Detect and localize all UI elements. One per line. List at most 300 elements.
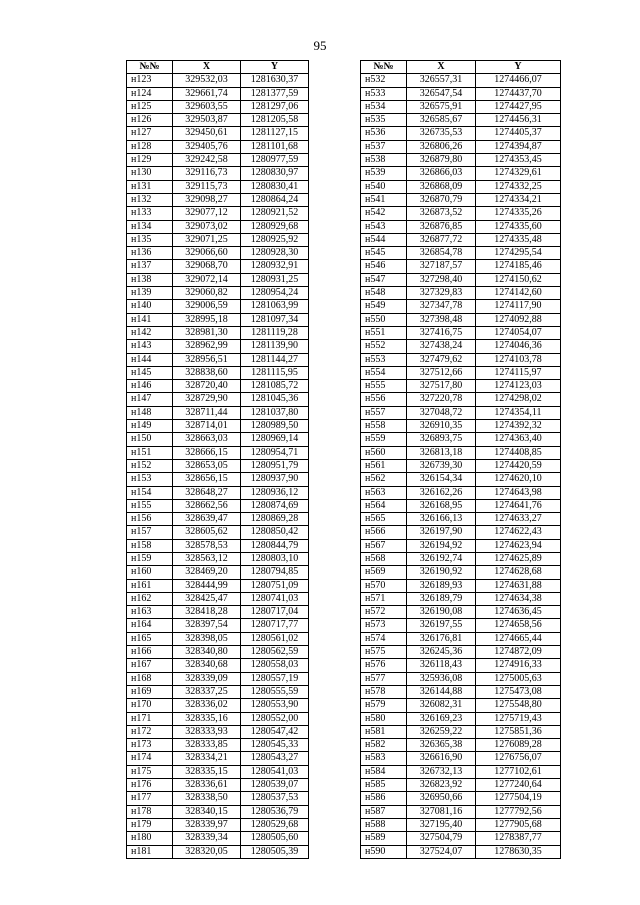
y-coordinate-cell: 1274620,10 bbox=[476, 473, 561, 486]
x-coordinate-cell: 329060,82 bbox=[173, 287, 241, 300]
y-coordinate-cell: 1278387,77 bbox=[476, 832, 561, 845]
y-coordinate-cell: 1280558,03 bbox=[241, 659, 309, 672]
table-row bbox=[127, 752, 309, 765]
table-row bbox=[361, 340, 561, 353]
x-coordinate-cell: 329098,27 bbox=[173, 193, 241, 206]
y-coordinate-cell: 1274332,25 bbox=[476, 180, 561, 193]
table-row bbox=[361, 592, 561, 605]
table-row bbox=[361, 526, 561, 539]
table-row bbox=[361, 380, 561, 393]
point-id-cell: н534 bbox=[361, 100, 407, 113]
x-coordinate-cell: 326823,92 bbox=[407, 779, 476, 792]
table-row bbox=[361, 752, 561, 765]
point-id-cell: н585 bbox=[361, 779, 407, 792]
table-row bbox=[361, 499, 561, 512]
x-coordinate-cell: 328578,53 bbox=[173, 539, 241, 552]
x-coordinate-cell: 327479,62 bbox=[407, 353, 476, 366]
point-id-cell: н177 bbox=[127, 792, 173, 805]
table-row bbox=[361, 473, 561, 486]
y-coordinate-cell: 1280539,07 bbox=[241, 779, 309, 792]
point-id-cell: н578 bbox=[361, 685, 407, 698]
y-coordinate-cell: 1280931,25 bbox=[241, 273, 309, 286]
x-coordinate-cell: 327048,72 bbox=[407, 406, 476, 419]
point-id-cell: н575 bbox=[361, 646, 407, 659]
x-coordinate-cell: 329071,25 bbox=[173, 233, 241, 246]
table-row bbox=[127, 74, 309, 87]
x-coordinate-cell: 326870,79 bbox=[407, 193, 476, 206]
x-coordinate-cell: 328711,44 bbox=[173, 406, 241, 419]
y-coordinate-cell: 1280844,79 bbox=[241, 539, 309, 552]
table-row bbox=[361, 220, 561, 233]
x-coordinate-cell: 326082,31 bbox=[407, 699, 476, 712]
point-id-cell: н548 bbox=[361, 287, 407, 300]
x-coordinate-cell: 328336,61 bbox=[173, 779, 241, 792]
x-coordinate-cell: 326118,43 bbox=[407, 659, 476, 672]
table-row bbox=[127, 353, 309, 366]
x-coordinate-cell: 326893,75 bbox=[407, 433, 476, 446]
point-id-cell: н560 bbox=[361, 446, 407, 459]
table-row bbox=[127, 739, 309, 752]
table-row bbox=[127, 273, 309, 286]
y-coordinate-cell: 1276089,28 bbox=[476, 739, 561, 752]
point-id-cell: н146 bbox=[127, 380, 173, 393]
x-coordinate-cell: 329072,14 bbox=[173, 273, 241, 286]
y-coordinate-cell: 1274092,88 bbox=[476, 313, 561, 326]
x-coordinate-cell: 328981,30 bbox=[173, 326, 241, 339]
point-id-cell: н555 bbox=[361, 380, 407, 393]
x-coordinate-cell: 329068,70 bbox=[173, 260, 241, 273]
point-id-cell: н157 bbox=[127, 526, 173, 539]
point-id-cell: н164 bbox=[127, 619, 173, 632]
y-coordinate-cell: 1274298,02 bbox=[476, 393, 561, 406]
x-coordinate-cell: 328648,27 bbox=[173, 486, 241, 499]
table-row bbox=[127, 619, 309, 632]
table-row bbox=[127, 114, 309, 127]
point-id-cell: н553 bbox=[361, 353, 407, 366]
x-coordinate-cell: 328335,15 bbox=[173, 765, 241, 778]
y-coordinate-cell: 1281205,58 bbox=[241, 114, 309, 127]
point-id-cell: н168 bbox=[127, 672, 173, 685]
point-id-cell: н580 bbox=[361, 712, 407, 725]
y-coordinate-cell: 1281127,15 bbox=[241, 127, 309, 140]
point-id-cell: н150 bbox=[127, 433, 173, 446]
point-id-cell: н570 bbox=[361, 579, 407, 592]
table-row bbox=[361, 260, 561, 273]
point-id-cell: н581 bbox=[361, 725, 407, 738]
point-id-cell: н537 bbox=[361, 140, 407, 153]
table-row bbox=[127, 287, 309, 300]
point-id-cell: н587 bbox=[361, 805, 407, 818]
x-coordinate-cell: 326585,67 bbox=[407, 114, 476, 127]
table-row bbox=[361, 552, 561, 565]
y-coordinate-cell: 1280850,42 bbox=[241, 526, 309, 539]
table-row bbox=[361, 539, 561, 552]
table-row bbox=[127, 513, 309, 526]
point-id-cell: н577 bbox=[361, 672, 407, 685]
table-row bbox=[127, 340, 309, 353]
table-row bbox=[127, 446, 309, 459]
y-coordinate-cell: 1280543,27 bbox=[241, 752, 309, 765]
y-coordinate-cell: 1280562,59 bbox=[241, 646, 309, 659]
y-coordinate-cell: 1274392,32 bbox=[476, 420, 561, 433]
x-coordinate-cell: 329242,58 bbox=[173, 154, 241, 167]
table-row bbox=[127, 473, 309, 486]
y-coordinate-cell: 1280553,90 bbox=[241, 699, 309, 712]
y-coordinate-cell: 1280874,69 bbox=[241, 499, 309, 512]
table-row bbox=[361, 725, 561, 738]
table-row bbox=[361, 87, 561, 100]
y-coordinate-cell: 1274408,85 bbox=[476, 446, 561, 459]
y-coordinate-cell: 1274334,21 bbox=[476, 193, 561, 206]
x-coordinate-cell: 328320,05 bbox=[173, 845, 241, 858]
y-coordinate-cell: 1274628,68 bbox=[476, 566, 561, 579]
table-row bbox=[361, 100, 561, 113]
y-coordinate-cell: 1275473,08 bbox=[476, 685, 561, 698]
table-row bbox=[361, 247, 561, 260]
point-id-cell: н545 bbox=[361, 247, 407, 260]
y-coordinate-cell: 1281063,99 bbox=[241, 300, 309, 313]
y-coordinate-cell: 1274456,31 bbox=[476, 114, 561, 127]
x-coordinate-cell: 327081,16 bbox=[407, 805, 476, 818]
x-coordinate-cell: 328397,54 bbox=[173, 619, 241, 632]
x-coordinate-cell: 328338,50 bbox=[173, 792, 241, 805]
point-id-cell: н564 bbox=[361, 499, 407, 512]
table-row bbox=[127, 207, 309, 220]
point-id-cell: н170 bbox=[127, 699, 173, 712]
x-coordinate-cell: 326575,91 bbox=[407, 100, 476, 113]
point-id-cell: н176 bbox=[127, 779, 173, 792]
table-row bbox=[127, 779, 309, 792]
table-row bbox=[361, 792, 561, 805]
x-coordinate-cell: 326873,52 bbox=[407, 207, 476, 220]
point-id-cell: н538 bbox=[361, 154, 407, 167]
x-coordinate-cell: 326876,85 bbox=[407, 220, 476, 233]
x-coordinate-cell: 326192,74 bbox=[407, 552, 476, 565]
x-coordinate-cell: 328334,21 bbox=[173, 752, 241, 765]
x-coordinate-cell: 328469,20 bbox=[173, 566, 241, 579]
y-coordinate-cell: 1280977,59 bbox=[241, 154, 309, 167]
y-coordinate-cell: 1280803,10 bbox=[241, 552, 309, 565]
table-row bbox=[361, 513, 561, 526]
point-id-cell: н154 bbox=[127, 486, 173, 499]
y-coordinate-cell: 1281115,95 bbox=[241, 366, 309, 379]
point-id-cell: н562 bbox=[361, 473, 407, 486]
y-coordinate-cell: 1280529,68 bbox=[241, 818, 309, 831]
x-coordinate-cell: 326877,72 bbox=[407, 233, 476, 246]
x-coordinate-cell: 326189,93 bbox=[407, 579, 476, 592]
y-coordinate-cell: 1277905,68 bbox=[476, 818, 561, 831]
x-coordinate-cell: 328339,97 bbox=[173, 818, 241, 831]
x-coordinate-cell: 326197,55 bbox=[407, 619, 476, 632]
table-row bbox=[361, 486, 561, 499]
table-row bbox=[361, 446, 561, 459]
table-row bbox=[361, 765, 561, 778]
x-coordinate-cell: 328337,25 bbox=[173, 685, 241, 698]
y-coordinate-cell: 1276756,07 bbox=[476, 752, 561, 765]
point-id-cell: н152 bbox=[127, 459, 173, 472]
point-id-cell: н533 bbox=[361, 87, 407, 100]
table-row bbox=[127, 313, 309, 326]
table-header-row bbox=[361, 61, 561, 74]
point-id-cell: н134 bbox=[127, 220, 173, 233]
point-id-cell: н156 bbox=[127, 513, 173, 526]
point-id-cell: н175 bbox=[127, 765, 173, 778]
table-row bbox=[127, 792, 309, 805]
table-row bbox=[127, 632, 309, 645]
table-row bbox=[361, 566, 561, 579]
y-coordinate-cell: 1274916,33 bbox=[476, 659, 561, 672]
y-coordinate-cell: 1280751,09 bbox=[241, 579, 309, 592]
table-row bbox=[361, 646, 561, 659]
table-row bbox=[361, 180, 561, 193]
table-row bbox=[127, 233, 309, 246]
table-row bbox=[127, 579, 309, 592]
x-coordinate-cell: 326189,79 bbox=[407, 592, 476, 605]
table-row bbox=[127, 685, 309, 698]
table-row bbox=[361, 353, 561, 366]
table-row bbox=[361, 287, 561, 300]
point-id-cell: н136 bbox=[127, 247, 173, 260]
point-id-cell: н582 bbox=[361, 739, 407, 752]
point-id-cell: н557 bbox=[361, 406, 407, 419]
table-row bbox=[127, 380, 309, 393]
y-coordinate-cell: 1274353,45 bbox=[476, 154, 561, 167]
point-id-cell: н561 bbox=[361, 459, 407, 472]
table-row bbox=[127, 526, 309, 539]
point-id-cell: н174 bbox=[127, 752, 173, 765]
x-coordinate-cell: 328956,51 bbox=[173, 353, 241, 366]
point-id-cell: н172 bbox=[127, 725, 173, 738]
table-row bbox=[127, 180, 309, 193]
y-coordinate-cell: 1277504,19 bbox=[476, 792, 561, 805]
y-coordinate-cell: 1280869,28 bbox=[241, 513, 309, 526]
coordinates-table-right bbox=[360, 60, 561, 859]
y-coordinate-cell: 1274054,07 bbox=[476, 326, 561, 339]
point-id-cell: н572 bbox=[361, 606, 407, 619]
x-coordinate-cell: 328720,40 bbox=[173, 380, 241, 393]
point-id-cell: н571 bbox=[361, 592, 407, 605]
y-coordinate-cell: 1280937,90 bbox=[241, 473, 309, 486]
x-coordinate-cell: 327416,75 bbox=[407, 326, 476, 339]
y-coordinate-cell: 1280555,59 bbox=[241, 685, 309, 698]
table-row bbox=[127, 247, 309, 260]
table-row bbox=[127, 725, 309, 738]
point-id-cell: н133 bbox=[127, 207, 173, 220]
table-row bbox=[361, 433, 561, 446]
y-coordinate-cell: 1274329,61 bbox=[476, 167, 561, 180]
x-coordinate-cell: 326557,31 bbox=[407, 74, 476, 87]
point-id-cell: н584 bbox=[361, 765, 407, 778]
x-coordinate-cell: 328444,99 bbox=[173, 579, 241, 592]
y-coordinate-cell: 1281139,90 bbox=[241, 340, 309, 353]
point-id-cell: н566 bbox=[361, 526, 407, 539]
table-row bbox=[127, 406, 309, 419]
table-row bbox=[127, 326, 309, 339]
y-coordinate-cell: 1281101,68 bbox=[241, 140, 309, 153]
table-row bbox=[361, 273, 561, 286]
x-coordinate-cell: 329661,74 bbox=[173, 87, 241, 100]
x-coordinate-cell: 328340,80 bbox=[173, 646, 241, 659]
point-id-cell: н543 bbox=[361, 220, 407, 233]
point-id-cell: н123 bbox=[127, 74, 173, 87]
point-id-cell: н145 bbox=[127, 366, 173, 379]
point-id-cell: н138 bbox=[127, 273, 173, 286]
table-row bbox=[361, 406, 561, 419]
y-coordinate-cell: 1280864,24 bbox=[241, 193, 309, 206]
y-coordinate-cell: 1280547,42 bbox=[241, 725, 309, 738]
x-coordinate-cell: 328339,09 bbox=[173, 672, 241, 685]
x-coordinate-cell: 327517,80 bbox=[407, 380, 476, 393]
x-coordinate-cell: 326162,26 bbox=[407, 486, 476, 499]
point-id-cell: н565 bbox=[361, 513, 407, 526]
y-coordinate-cell: 1274295,54 bbox=[476, 247, 561, 260]
y-coordinate-cell: 1281297,06 bbox=[241, 100, 309, 113]
y-coordinate-cell: 1274623,94 bbox=[476, 539, 561, 552]
y-coordinate-cell: 1274394,87 bbox=[476, 140, 561, 153]
point-id-cell: н169 bbox=[127, 685, 173, 698]
x-coordinate-cell: 328662,56 bbox=[173, 499, 241, 512]
x-coordinate-cell: 326245,36 bbox=[407, 646, 476, 659]
y-coordinate-cell: 1280936,12 bbox=[241, 486, 309, 499]
y-coordinate-cell: 1274150,62 bbox=[476, 273, 561, 286]
x-coordinate-cell: 328563,12 bbox=[173, 552, 241, 565]
point-id-cell: н567 bbox=[361, 539, 407, 552]
x-coordinate-cell: 326813,18 bbox=[407, 446, 476, 459]
table-row bbox=[361, 832, 561, 845]
y-coordinate-cell: 1280561,02 bbox=[241, 632, 309, 645]
point-id-cell: н148 bbox=[127, 406, 173, 419]
table-row bbox=[361, 420, 561, 433]
point-id-cell: н569 bbox=[361, 566, 407, 579]
point-id-cell: н579 bbox=[361, 699, 407, 712]
table-row bbox=[361, 579, 561, 592]
x-coordinate-cell: 327187,57 bbox=[407, 260, 476, 273]
y-coordinate-cell: 1275005,63 bbox=[476, 672, 561, 685]
y-coordinate-cell: 1274427,95 bbox=[476, 100, 561, 113]
point-id-cell: н139 bbox=[127, 287, 173, 300]
point-id-cell: н181 bbox=[127, 845, 173, 858]
table-row bbox=[361, 779, 561, 792]
y-coordinate-cell: 1280537,53 bbox=[241, 792, 309, 805]
x-coordinate-cell: 328605,62 bbox=[173, 526, 241, 539]
table-row bbox=[361, 366, 561, 379]
table-row bbox=[127, 765, 309, 778]
table-row bbox=[361, 114, 561, 127]
point-id-cell: н539 bbox=[361, 167, 407, 180]
point-id-cell: н167 bbox=[127, 659, 173, 672]
x-coordinate-cell: 328653,05 bbox=[173, 459, 241, 472]
y-coordinate-cell: 1280717,77 bbox=[241, 619, 309, 632]
y-coordinate-cell: 1274658,56 bbox=[476, 619, 561, 632]
x-coordinate-cell: 326197,90 bbox=[407, 526, 476, 539]
table-row bbox=[361, 845, 561, 858]
table-row bbox=[361, 818, 561, 831]
y-coordinate-cell: 1280929,68 bbox=[241, 220, 309, 233]
point-id-cell: н590 bbox=[361, 845, 407, 858]
y-coordinate-cell: 1274665,44 bbox=[476, 632, 561, 645]
x-coordinate-cell: 326910,35 bbox=[407, 420, 476, 433]
y-coordinate-cell: 1278630,35 bbox=[476, 845, 561, 858]
point-id-cell: н153 bbox=[127, 473, 173, 486]
point-id-cell: н535 bbox=[361, 114, 407, 127]
table-row bbox=[127, 712, 309, 725]
column-header-id: №№ bbox=[127, 61, 173, 74]
x-coordinate-cell: 328335,16 bbox=[173, 712, 241, 725]
y-coordinate-cell: 1274631,88 bbox=[476, 579, 561, 592]
y-coordinate-cell: 1280794,85 bbox=[241, 566, 309, 579]
x-coordinate-cell: 328962,99 bbox=[173, 340, 241, 353]
point-id-cell: н179 bbox=[127, 818, 173, 831]
point-id-cell: н124 bbox=[127, 87, 173, 100]
y-coordinate-cell: 1274185,46 bbox=[476, 260, 561, 273]
y-coordinate-cell: 1275851,36 bbox=[476, 725, 561, 738]
x-coordinate-cell: 328838,60 bbox=[173, 366, 241, 379]
table-row bbox=[127, 539, 309, 552]
y-coordinate-cell: 1281630,37 bbox=[241, 74, 309, 87]
table-row bbox=[127, 659, 309, 672]
x-coordinate-cell: 328995,18 bbox=[173, 313, 241, 326]
y-coordinate-cell: 1274123,03 bbox=[476, 380, 561, 393]
table-row bbox=[127, 566, 309, 579]
column-header-x: X bbox=[173, 61, 241, 74]
point-id-cell: н144 bbox=[127, 353, 173, 366]
table-row bbox=[361, 739, 561, 752]
point-id-cell: н546 bbox=[361, 260, 407, 273]
point-id-cell: н563 bbox=[361, 486, 407, 499]
x-coordinate-cell: 327298,40 bbox=[407, 273, 476, 286]
x-coordinate-cell: 326547,54 bbox=[407, 87, 476, 100]
point-id-cell: н129 bbox=[127, 154, 173, 167]
x-coordinate-cell: 326806,26 bbox=[407, 140, 476, 153]
table-row bbox=[127, 832, 309, 845]
y-coordinate-cell: 1274363,40 bbox=[476, 433, 561, 446]
table-row bbox=[127, 167, 309, 180]
table-row bbox=[361, 167, 561, 180]
table-row bbox=[127, 845, 309, 858]
point-id-cell: н552 bbox=[361, 340, 407, 353]
table-row bbox=[361, 74, 561, 87]
y-coordinate-cell: 1280928,30 bbox=[241, 247, 309, 260]
x-coordinate-cell: 329532,03 bbox=[173, 74, 241, 87]
x-coordinate-cell: 326732,13 bbox=[407, 765, 476, 778]
page-number: 95 bbox=[313, 38, 327, 53]
table-row bbox=[127, 433, 309, 446]
point-id-cell: н137 bbox=[127, 260, 173, 273]
x-coordinate-cell: 328663,03 bbox=[173, 433, 241, 446]
x-coordinate-cell: 328340,68 bbox=[173, 659, 241, 672]
x-coordinate-cell: 325936,08 bbox=[407, 672, 476, 685]
x-coordinate-cell: 326190,08 bbox=[407, 606, 476, 619]
point-id-cell: н161 bbox=[127, 579, 173, 592]
y-coordinate-cell: 1280830,97 bbox=[241, 167, 309, 180]
point-id-cell: н132 bbox=[127, 193, 173, 206]
x-coordinate-cell: 326169,23 bbox=[407, 712, 476, 725]
table-row bbox=[127, 592, 309, 605]
table-row bbox=[127, 699, 309, 712]
table-row bbox=[361, 154, 561, 167]
y-coordinate-cell: 1274466,07 bbox=[476, 74, 561, 87]
y-coordinate-cell: 1280505,60 bbox=[241, 832, 309, 845]
table-row bbox=[127, 606, 309, 619]
point-id-cell: н140 bbox=[127, 300, 173, 313]
point-id-cell: н147 bbox=[127, 393, 173, 406]
point-id-cell: н586 bbox=[361, 792, 407, 805]
table-row bbox=[127, 459, 309, 472]
y-coordinate-cell: 1275548,80 bbox=[476, 699, 561, 712]
y-coordinate-cell: 1274046,36 bbox=[476, 340, 561, 353]
y-coordinate-cell: 1280545,33 bbox=[241, 739, 309, 752]
point-id-cell: н588 bbox=[361, 818, 407, 831]
